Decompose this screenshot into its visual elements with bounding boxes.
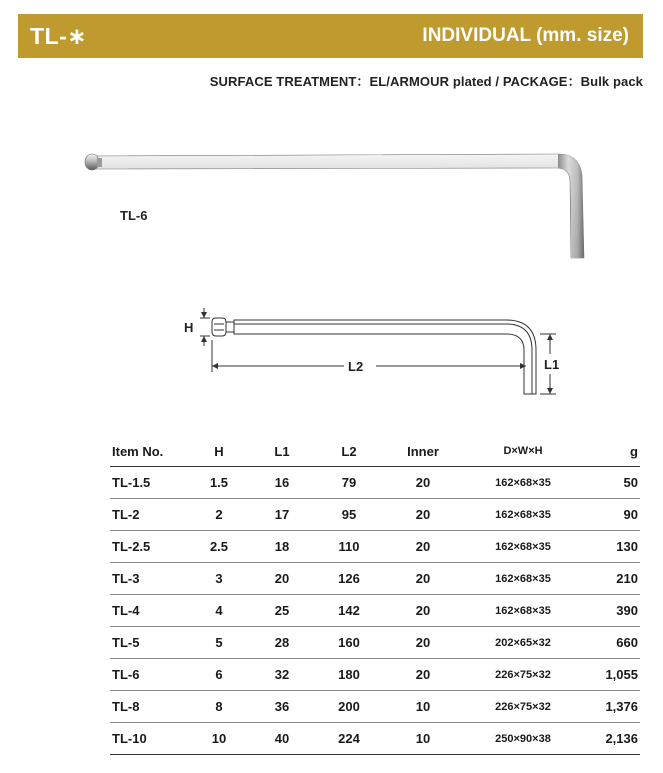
dwh-cell: 250×90×38 bbox=[464, 723, 582, 755]
l2-cell: 160 bbox=[316, 627, 382, 659]
h-cell: 4 bbox=[190, 595, 248, 627]
inner-cell: 20 bbox=[382, 659, 464, 691]
header-dwh: D×W×H bbox=[464, 436, 582, 467]
weight-cell: 390 bbox=[582, 595, 640, 627]
h-cell: 3 bbox=[190, 563, 248, 595]
item-no-cell: TL-6 bbox=[110, 659, 190, 691]
l1-cell: 17 bbox=[248, 499, 316, 531]
l1-cell: 40 bbox=[248, 723, 316, 755]
l1-cell: 25 bbox=[248, 595, 316, 627]
title-banner bbox=[18, 14, 643, 58]
weight-cell: 660 bbox=[582, 627, 640, 659]
table-header-row bbox=[110, 436, 640, 467]
dwh-cell: 162×68×35 bbox=[464, 499, 582, 531]
l1-cell: 32 bbox=[248, 659, 316, 691]
l2-dimension-label: L2 bbox=[348, 359, 364, 374]
table-body bbox=[110, 467, 640, 755]
dwh-cell: 162×68×35 bbox=[464, 595, 582, 627]
dimension-diagram bbox=[176, 298, 576, 408]
l2-cell: 224 bbox=[316, 723, 382, 755]
table-row bbox=[110, 627, 640, 659]
l1-cell: 20 bbox=[248, 563, 316, 595]
header-l1: L1 bbox=[248, 436, 316, 467]
header-inner: Inner bbox=[382, 436, 464, 467]
l2-cell: 110 bbox=[316, 531, 382, 563]
table-row bbox=[110, 467, 640, 499]
header-l2: L2 bbox=[316, 436, 382, 467]
table-row bbox=[110, 691, 640, 723]
h-cell: 8 bbox=[190, 691, 248, 723]
weight-cell: 1,055 bbox=[582, 659, 640, 691]
dwh-cell: 162×68×35 bbox=[464, 531, 582, 563]
weight-cell: 130 bbox=[582, 531, 640, 563]
table-row bbox=[110, 531, 640, 563]
l2-cell: 126 bbox=[316, 563, 382, 595]
l2-cell: 79 bbox=[316, 467, 382, 499]
specification-table bbox=[110, 436, 640, 755]
inner-cell: 20 bbox=[382, 563, 464, 595]
l1-cell: 16 bbox=[248, 467, 316, 499]
item-no-cell: TL-1.5 bbox=[110, 467, 190, 499]
h-cell: 2.5 bbox=[190, 531, 248, 563]
weight-cell: 1,376 bbox=[582, 691, 640, 723]
l1-cell: 36 bbox=[248, 691, 316, 723]
table-row bbox=[110, 723, 640, 755]
inner-cell: 10 bbox=[382, 723, 464, 755]
h-cell: 5 bbox=[190, 627, 248, 659]
table-row bbox=[110, 595, 640, 627]
table-row bbox=[110, 499, 640, 531]
weight-cell: 210 bbox=[582, 563, 640, 595]
weight-cell: 50 bbox=[582, 467, 640, 499]
inner-cell: 10 bbox=[382, 691, 464, 723]
header-weight: g bbox=[582, 436, 640, 467]
l2-cell: 95 bbox=[316, 499, 382, 531]
h-cell: 1.5 bbox=[190, 467, 248, 499]
weight-cell: 90 bbox=[582, 499, 640, 531]
l1-dimension-label: L1 bbox=[544, 357, 560, 372]
item-no-cell: TL-8 bbox=[110, 691, 190, 723]
item-no-cell: TL-5 bbox=[110, 627, 190, 659]
inner-cell: 20 bbox=[382, 499, 464, 531]
inner-cell: 20 bbox=[382, 531, 464, 563]
dwh-cell: 226×75×32 bbox=[464, 659, 582, 691]
inner-cell: 20 bbox=[382, 595, 464, 627]
header-h: H bbox=[190, 436, 248, 467]
item-no-cell: TL-10 bbox=[110, 723, 190, 755]
inner-cell: 20 bbox=[382, 627, 464, 659]
weight-cell: 2,136 bbox=[582, 723, 640, 755]
l2-cell: 142 bbox=[316, 595, 382, 627]
l2-cell: 200 bbox=[316, 691, 382, 723]
table-row bbox=[110, 563, 640, 595]
dwh-cell: 162×68×35 bbox=[464, 563, 582, 595]
model-title: TL-∗ bbox=[30, 22, 88, 49]
size-label: INDIVIDUAL (mm. size) bbox=[422, 25, 629, 46]
dwh-cell: 202×65×32 bbox=[464, 627, 582, 659]
item-no-cell: TL-2.5 bbox=[110, 531, 190, 563]
photo-model-label: TL-6 bbox=[120, 208, 148, 223]
dwh-cell: 226×75×32 bbox=[464, 691, 582, 723]
l1-cell: 28 bbox=[248, 627, 316, 659]
item-no-cell: TL-4 bbox=[110, 595, 190, 627]
h-cell: 6 bbox=[190, 659, 248, 691]
inner-cell: 20 bbox=[382, 467, 464, 499]
item-no-cell: TL-3 bbox=[110, 563, 190, 595]
surface-treatment-text: SURFACE TREATMENT：EL/ARMOUR plated / PACKAGE：Bulk pack bbox=[209, 74, 643, 89]
l1-cell: 18 bbox=[248, 531, 316, 563]
dwh-cell: 162×68×35 bbox=[464, 467, 582, 499]
header-item-no: Item No. bbox=[110, 436, 190, 467]
l2-cell: 180 bbox=[316, 659, 382, 691]
table-row bbox=[110, 659, 640, 691]
item-no-cell: TL-2 bbox=[110, 499, 190, 531]
hex-key-photo bbox=[80, 150, 600, 265]
h-cell: 10 bbox=[190, 723, 248, 755]
h-dimension-label: H bbox=[184, 320, 194, 335]
h-cell: 2 bbox=[190, 499, 248, 531]
